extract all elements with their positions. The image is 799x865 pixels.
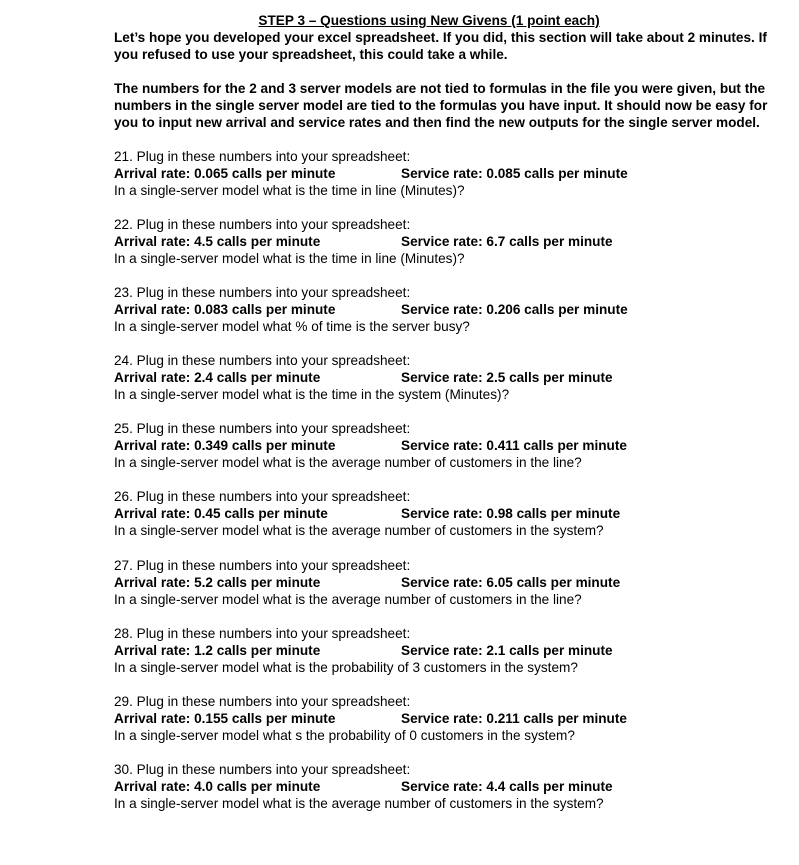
arrival-rate: Arrival rate: 1.2 calls per minute (114, 642, 321, 658)
service-rate: Service rate: 0.206 calls per minute (401, 302, 628, 318)
arrival-rate: Arrival rate: 0.349 calls per minute (114, 438, 336, 454)
question-text: In a single-server model what is the average number of customers in the line? (114, 455, 582, 471)
arrival-rate: Arrival rate: 5.2 calls per minute (114, 574, 321, 590)
intro-paragraph-1: Let’s hope you developed your excel spreadsheet. If you did, this section will take about 2 minutes. If you refused to use your spreadsheet, this could take a while. (114, 30, 767, 62)
question-text: In a single-server model what is the time in line (Minutes)? (114, 183, 465, 198)
section-title: STEP 3 – Questions using New Givens (1 point each) (258, 13, 600, 28)
intro-paragraph-2: The numbers for the 2 and 3 server models are not tied to formulas in the file you were given, but the numbers in the single server model are tied to the formulas you have input. It should now be easy for you to input new arrival and service rates and then find the new outputs for the single server model. (114, 81, 768, 130)
question-list (114, 148, 784, 812)
service-rate: Service rate: 2.1 calls per minute (401, 642, 613, 658)
question-lead: 22. Plug in these numbers into your spreadsheet: (114, 217, 411, 233)
question-30 (114, 761, 784, 812)
question-lead: 28. Plug in these numbers into your spreadsheet: (114, 625, 411, 641)
question-lead: 25. Plug in these numbers into your spreadsheet: (114, 421, 411, 437)
question-27 (114, 557, 784, 608)
arrival-rate: Arrival rate: 0.155 calls per minute (114, 710, 336, 726)
question-text: In a single-server model what s the probability of 0 customers in the system? (114, 727, 575, 743)
question-lead: 23. Plug in these numbers into your spreadsheet: (114, 285, 411, 301)
question-21 (114, 148, 784, 199)
service-rate: Service rate: 4.4 calls per minute (401, 778, 613, 794)
arrival-rate: Arrival rate: 0.45 calls per minute (114, 506, 328, 522)
service-rate: Service rate: 0.211 calls per minute (401, 710, 627, 726)
question-lead: 21. Plug in these numbers into your spreadsheet: (114, 149, 411, 164)
question-26 (114, 488, 784, 539)
service-rate: Service rate: 6.05 calls per minute (401, 574, 621, 590)
question-text: In a single-server model what is the average number of customers in the line? (114, 591, 582, 607)
question-lead: 27. Plug in these numbers into your spreadsheet: (114, 557, 411, 573)
question-22 (114, 216, 784, 267)
service-rate: Service rate: 2.5 calls per minute (401, 370, 613, 386)
question-24 (114, 352, 784, 403)
question-text: In a single-server model what is the average number of customers in the system? (114, 795, 604, 811)
question-lead: 30. Plug in these numbers into your spreadsheet: (114, 761, 411, 777)
question-lead: 29. Plug in these numbers into your spreadsheet: (114, 693, 411, 709)
service-rate: Service rate: 0.411 calls per minute (401, 438, 627, 454)
question-text: In a single-server model what is the probability of 3 customers in the system? (114, 659, 578, 675)
arrival-rate: Arrival rate: 0.083 calls per minute (114, 302, 336, 318)
service-rate: Service rate: 0.085 calls per minute (401, 166, 628, 181)
question-text: In a single-server model what % of time is the server busy? (114, 319, 470, 335)
question-lead: 24. Plug in these numbers into your spreadsheet: (114, 353, 411, 369)
question-text: In a single-server model what is the time in line (Minutes)? (114, 251, 465, 267)
arrival-rate: Arrival rate: 4.5 calls per minute (114, 234, 321, 250)
question-text: In a single-server model what is the time in the system (Minutes)? (114, 387, 510, 403)
arrival-rate: Arrival rate: 4.0 calls per minute (114, 778, 321, 794)
question-25 (114, 420, 784, 471)
document-page (114, 12, 784, 829)
question-text: In a single-server model what is the average number of customers in the system? (114, 523, 604, 539)
service-rate: Service rate: 0.98 calls per minute (401, 506, 621, 522)
service-rate: Service rate: 6.7 calls per minute (401, 234, 613, 250)
question-23 (114, 284, 784, 335)
arrival-rate: Arrival rate: 2.4 calls per minute (114, 370, 321, 386)
arrival-rate: Arrival rate: 0.065 calls per minute (114, 166, 336, 181)
question-28 (114, 625, 784, 676)
question-29 (114, 693, 784, 744)
question-lead: 26. Plug in these numbers into your spreadsheet: (114, 489, 411, 505)
